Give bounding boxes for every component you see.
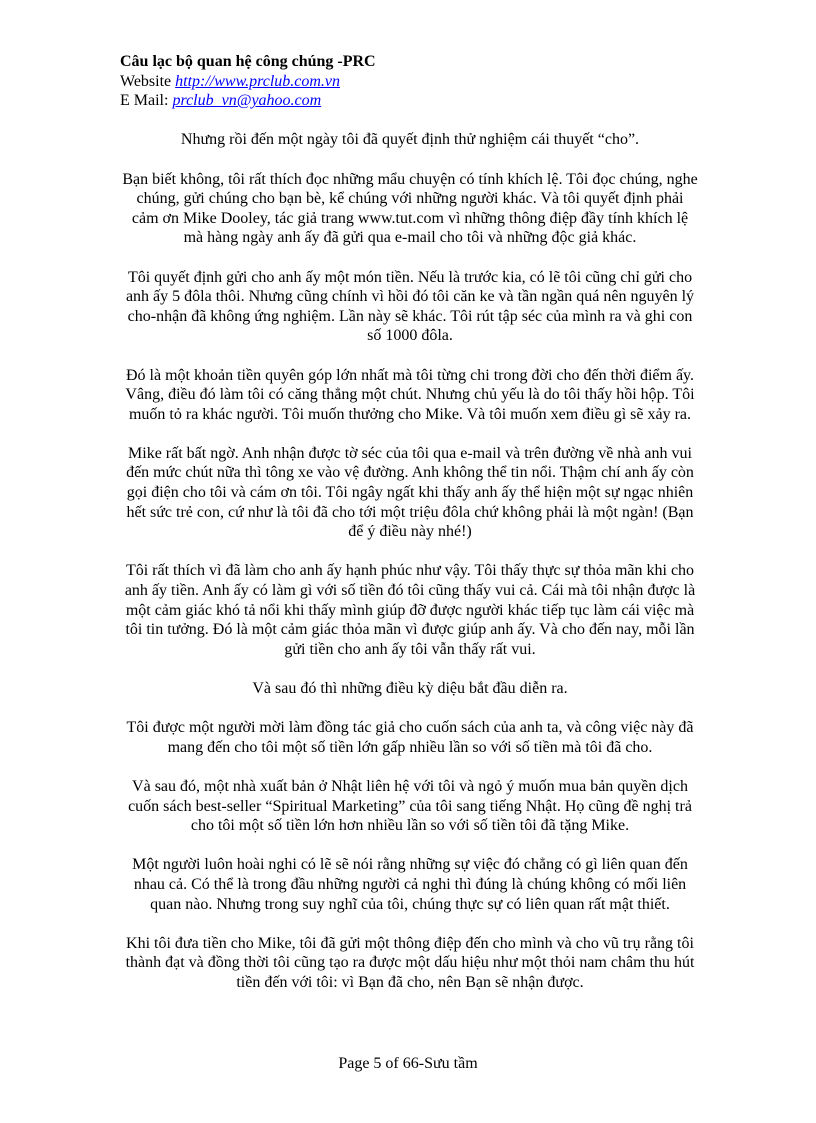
- paragraph: [120, 679, 700, 699]
- paragraph-line: hết sức trẻ con, cứ như là tôi đã cho tới một triệu đôla chứ không phải là một ngàn! (Bạn: [126, 503, 694, 521]
- paragraph-line: gửi tiền cho anh ấy tôi vẫn thấy rất vui.: [284, 640, 536, 658]
- email-link[interactable]: prclub_vn@yahoo.com: [172, 92, 322, 110]
- email-row: [120, 91, 700, 111]
- paragraph-line: Tôi rất thích vì đã làm cho anh ấy hạnh phúc như vậy. Tôi thấy thực sự thỏa mãn khi cho: [125, 562, 695, 580]
- website-label: Website: [120, 72, 176, 90]
- paragraph-line: Nhưng rồi đến một ngày tôi đã quyết định thử nghiệm cái thuyết “cho”.: [180, 131, 640, 149]
- paragraph-line: thành đạt và đồng thời tôi cũng tạo ra được một dấu hiệu như một thỏi nam châm thu hút: [125, 954, 695, 972]
- paragraph-line: gọi điện cho tôi và cám ơn tôi. Tôi ngây ngất khi thấy anh ấy thể hiện một sự ngạc nhiên: [126, 484, 694, 502]
- website-link[interactable]: http://www.prclub.com.vn: [175, 72, 341, 90]
- paragraph: [120, 130, 700, 150]
- paragraph-line: cuốn sách best-seller “Spiritual Marketing” của tôi sang tiếng Nhật. Họ cũng đề nghị trả: [128, 797, 692, 815]
- paragraph: [120, 268, 700, 346]
- paragraph-line: Tôi quyết định gửi cho anh ấy một món tiền. Nếu là trước kia, có lẽ tôi cũng chỉ gửi cho: [127, 268, 693, 286]
- paragraph-line: cảm ơn Mike Dooley, tác giả trang www.tut.com vì những thông điệp đầy tính khích lệ: [131, 209, 689, 227]
- paragraph: [120, 934, 700, 993]
- paragraph: [120, 366, 700, 425]
- article-text: [120, 130, 700, 992]
- paragraph: [120, 777, 700, 836]
- paragraph-line: Đó là một khoản tiền quyên góp lớn nhất mà tôi từng chi trong đời cho đến thời điểm ấy.: [125, 366, 695, 384]
- paragraph-line: cho tôi một số tiền lớn hơn nhiều lần so với số tiền tôi đã tặng Mike.: [190, 817, 630, 835]
- club-title: Câu lạc bộ quan hệ công chúng -PRC: [120, 53, 376, 70]
- paragraph-line: Và sau đó thì những điều kỳ diệu bắt đầu diễn ra.: [252, 680, 568, 697]
- paragraph: [120, 561, 700, 659]
- paragraph-line: đến mức chút nữa thì tông xe vào vệ đường. Anh không thể tin nổi. Thậm chí anh ấy còn: [126, 464, 694, 482]
- paragraph-line: anh ấy 5 đôla thôi. Nhưng cũng chính vì hồi đó tôi căn ke và tần ngần quá nên nguyên lý: [125, 288, 695, 306]
- document-body: [120, 52, 700, 993]
- paragraph-line: Khi tôi đưa tiền cho Mike, tôi đã gửi một thông điệp đến cho mình và cho vũ trụ rằng tôi: [126, 934, 694, 952]
- paragraph: [120, 855, 700, 914]
- paragraph-line: chúng, gửi chúng cho bạn bè, kể chúng với những người khác. Và tôi quyết định phải: [136, 190, 684, 208]
- paragraph-line: cho-nhận đã không ứng nghiệm. Lần này sẽ khác. Tôi rút tập séc của mình ra và ghi con: [127, 307, 693, 325]
- paragraph-line: để ý điều này nhé!): [348, 523, 472, 541]
- paragraph-line: quan nào. Nhưng trong suy nghĩ của tôi, chúng thực sự có liên quan rất mật thiết.: [150, 895, 670, 913]
- document-header: [120, 52, 700, 111]
- paragraph-line: Vâng, điều đó làm tôi có căng thẳng một chút. Nhưng chủ yếu là do tôi thấy hồi hộp. Tôi: [125, 386, 695, 404]
- paragraph-line: Một người luôn hoài nghi có lẽ sẽ nói rằng những sự việc đó chẳng có gì liên quan đến: [132, 856, 688, 874]
- paragraph-line: Bạn biết không, tôi rất thích đọc những mẩu chuyện có tính khích lệ. Tôi đọc chúng, nghe: [122, 170, 698, 188]
- paragraph-line: nhau cả. Có thể là trong đầu những người cả nghi thì đúng là chúng không có mối liên: [133, 875, 687, 893]
- paragraph: [120, 444, 700, 542]
- paragraph: [120, 718, 700, 757]
- paragraph-line: anh ấy tiền. Anh ấy có làm gì với số tiền đó tôi cũng thấy vui cả. Cái mà tôi nhận được là: [124, 582, 696, 600]
- website-row: [120, 72, 700, 92]
- paragraph-line: tiền đến với tôi: vì Bạn đã cho, nên Bạn sẽ nhận được.: [236, 973, 584, 991]
- email-label: E Mail:: [120, 92, 173, 110]
- page-footer: Page 5 of 66-Sưu tầm: [338, 1055, 478, 1072]
- paragraph-line: mang đến cho tôi một số tiền lớn gấp nhiều lần so với số tiền mà tôi đã cho.: [167, 738, 653, 756]
- paragraph-line: một cảm giác khó tả nổi khi thấy mình giúp đỡ được người khác tiếp tục làm cái việc mà: [125, 601, 695, 619]
- paragraph-line: muốn tỏ ra khác người. Tôi muốn thưởng cho Mike. Và tôi muốn xem điều gì sẽ xảy ra.: [128, 405, 692, 423]
- paragraph-line: Mike rất bất ngờ. Anh nhận được tờ séc của tôi qua e-mail và trên đường về nhà anh vui: [128, 444, 692, 462]
- paragraph-line: số 1000 đôla.: [367, 327, 453, 345]
- paragraph-line: tôi tin tưởng. Đó là một cảm giác thỏa mãn vì được giúp anh ấy. Và cho đến nay, mỗi lần: [125, 621, 695, 639]
- paragraph-line: mà hàng ngày anh ấy đã gửi qua e-mail cho tôi và những độc giả khác.: [183, 229, 637, 247]
- paragraph: [120, 170, 700, 248]
- paragraph-line: Và sau đó, một nhà xuất bản ở Nhật liên hệ với tôi và ngỏ ý muốn mua bản quyền dịch: [132, 777, 688, 795]
- paragraph-line: Tôi được một người mời làm đồng tác giả cho cuốn sách của anh ta, và công việc này đã: [126, 719, 694, 737]
